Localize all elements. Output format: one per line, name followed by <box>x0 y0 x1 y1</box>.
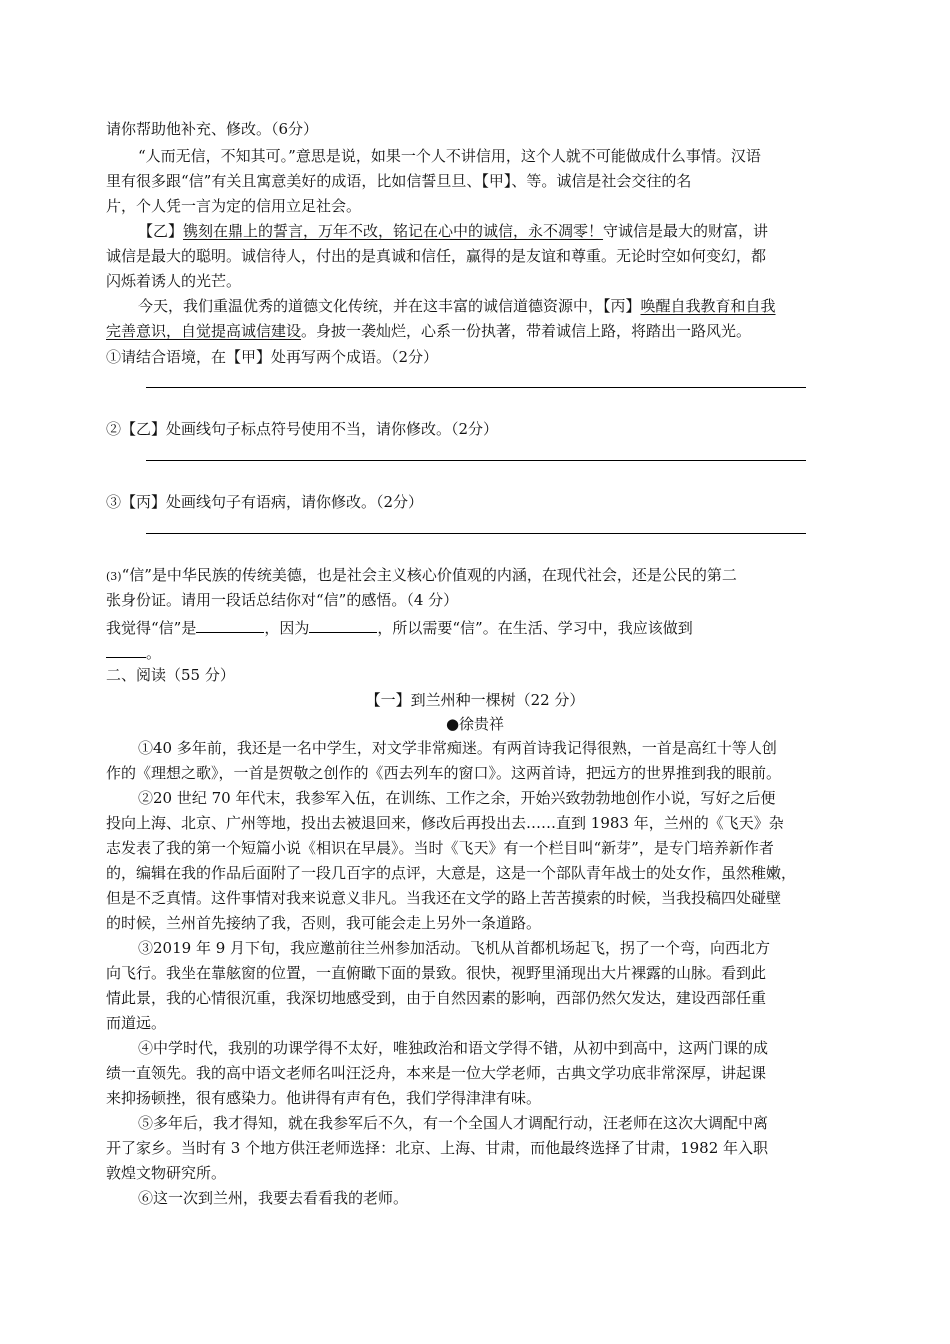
q2-passage-line: “人而无信，不知其可。”意思是说，如果一个人不讲信用，这个人就不可能做成什么事情。汉语 <box>138 147 761 165</box>
answer-line-3[interactable] <box>146 533 806 534</box>
q3-line: 张身份证。请用一段话总结你对“信”的感悟。（4 分） <box>106 591 459 609</box>
sub-question-3: ③【丙】处画线句子有语病，请你修改。（2分） <box>106 493 424 511</box>
q2-passage-line: 闪烁着诱人的光芒。 <box>106 272 242 290</box>
fill-blank-1[interactable] <box>196 614 264 633</box>
paragraph-line: ⑥这一次到兰州，我要去看看我的老师。 <box>138 1189 409 1207</box>
paragraph-line: 绩一直领先。我的高中语文老师名叫汪泛舟，本来是一位大学老师，古典文学功底非常深厚，讲起课 <box>106 1064 767 1082</box>
q2-passage-line-bing: 今天，我们重温优秀的道德文化传统，并在这丰富的诚信道德资源中，【丙】唤醒自我教育和自我 <box>138 297 776 315</box>
paragraph-line: 的时候，兰州首先接纳了我，否则，我可能会走上另外一条道路。 <box>106 914 542 932</box>
paragraph-line: ⑤多年后，我才得知，就在我参军后不久，有一个全国人才调配行动，汪老师在这次大调配中离 <box>138 1114 769 1132</box>
q2-passage-line: 诚信是最大的聪明。诚信待人，付出的是真诚和信任，赢得的是友谊和尊重。无论时空如何变幻，都 <box>106 247 767 265</box>
q2-passage-line: 片，个人凭一言为定的信用立足社会。 <box>106 197 362 215</box>
q2-intro: 请你帮助他补充、修改。（6分） <box>106 120 319 138</box>
q3-number: (3) <box>106 570 122 583</box>
sub-question-2: ②【乙】处画线句子标点符号使用不当，请你修改。（2分） <box>106 420 499 438</box>
q3-fill-line: 我觉得“信”是 ，因为 ，所以需要“信”。在生活、学习中，我应该做到 <box>106 614 693 640</box>
paragraph-line: 的，编辑在我的作品后面附了一段几百字的点评，大意是，这是一个部队青年战士的处女作，虽然稚嫩， <box>106 864 797 882</box>
paragraph-line: ②20 世纪 70 年代末，我参军入伍，在训练、工作之余，开始兴致勃勃地创作小说，写好之后便 <box>138 789 776 807</box>
q3-line: (3)“信”是中华民族的传统美德，也是社会主义核心价值观的内涵，在现代社会，还是公民的第二 <box>106 566 737 584</box>
answer-line-2[interactable] <box>146 460 806 461</box>
section-heading: 二、阅读（55 分） <box>106 666 235 684</box>
paragraph-line: 作的《理想之歌》，一首是贺敬之创作的《西去列车的窗口》。这两首诗，把远方的世界推到我的眼前。 <box>106 764 782 782</box>
paragraph-line: 志发表了我的第一个短篇小说《相识在早晨》。当时《飞天》有一个栏目叫“新芽”，是专门培养新作者 <box>106 839 774 857</box>
paragraph-line: ③2019 年 9 月下旬，我应邀前往兰州参加活动。飞机从首都机场起飞，拐了一个弯，向西北方 <box>138 939 771 957</box>
paragraph-line: 向飞行。我坐在靠舷窗的位置，一直俯瞰下面的景致。很快，视野里涌现出大片裸露的山脉。看到此 <box>106 964 767 982</box>
paragraph-line: 但是不乏真情。这件事情对我来说意义非凡。当我还在文学的路上苦苦摸索的时候，当我投稿四处碰壁 <box>106 889 782 907</box>
underlined-sentence-bing: 完善意识，自觉提高诚信建设 <box>106 322 302 340</box>
paragraph-line: 投向上海、北京、广州等地，投出去被退回来，修改后再投出去……直到 1983 年，兰州的《飞天》杂 <box>106 814 784 832</box>
article-title: 【一】到兰州种一棵树（22 分） <box>365 691 585 709</box>
q2-passage-line: 里有很多跟“信”有关且寓意美好的成语，比如信誓旦旦、【甲】、等。诚信是社会交往的名 <box>106 172 692 190</box>
q2-passage-line-yi: 【乙】镌刻在鼎上的誓言，万年不改，铭记在心中的诚信，永不凋零！守诚信是最大的财富，讲 <box>138 222 769 240</box>
q2-passage-line: 完善意识，自觉提高诚信建设。身披一袭灿烂，心系一份执著，带着诚信上路，将踏出一路风光。 <box>106 322 752 340</box>
paragraph-line: 敦煌文物研究所。 <box>106 1164 227 1182</box>
fill-blank-2[interactable] <box>309 614 377 633</box>
underlined-sentence-yi: 镌刻在鼎上的誓言，万年不改，铭记在心中的诚信，永不凋零！ <box>183 222 604 240</box>
sub-question-1: ①请结合语境，在【甲】处再写两个成语。（2分） <box>106 348 439 366</box>
answer-line-1[interactable] <box>146 387 806 388</box>
fill-blank-3[interactable] <box>106 639 146 658</box>
marker-yi: 【乙】 <box>138 222 184 240</box>
paragraph-line: ①40 多年前，我还是一名中学生，对文学非常痴迷。有两首诗我记得很熟，一首是高红十等人创 <box>138 739 777 757</box>
article-author: ●徐贵祥 <box>445 715 505 733</box>
paragraph-line: 而道远。 <box>106 1014 167 1032</box>
paragraph-line: 来抑扬顿挫，很有感染力。他讲得有声有色，我们学得津津有味。 <box>106 1089 542 1107</box>
paragraph-line: 开了家乡。当时有 3 个地方供汪老师选择：北京、上海、甘肃，而他最终选择了甘肃，1982 年入职 <box>106 1139 769 1157</box>
paragraph-line: 情此景，我的心情很沉重，我深切地感受到，由于自然因素的影响，西部仍然欠发达，建设西部任重 <box>106 989 767 1007</box>
q3-fill-line: 。 <box>106 639 161 665</box>
underlined-sentence-bing: 唤醒自我教育和自我 <box>640 297 776 315</box>
paragraph-line: ④中学时代，我别的功课学得不太好，唯独政治和语文学得不错，从初中到高中，这两门课的成 <box>138 1039 769 1057</box>
